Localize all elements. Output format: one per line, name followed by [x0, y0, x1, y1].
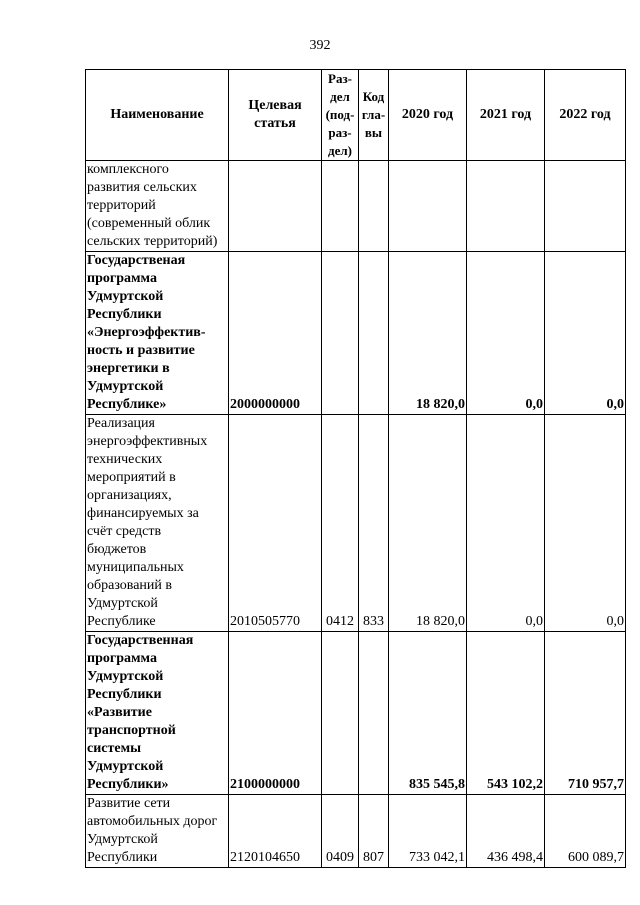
- row-chapter: [359, 252, 389, 415]
- header-chapter: Код гла- вы: [359, 70, 389, 161]
- header-section: Раз- дел (под- раз- дел): [322, 70, 359, 161]
- table-row: [86, 161, 626, 252]
- row-2020: 733 042,1: [389, 795, 467, 868]
- row-2022: 0,0: [545, 252, 626, 415]
- row-2022: 710 957,7: [545, 632, 626, 795]
- row-target: 2010505770: [229, 415, 322, 632]
- row-target: 2100000000: [229, 632, 322, 795]
- row-2020: 18 820,0: [389, 415, 467, 632]
- row-chapter: 833: [359, 415, 389, 632]
- header-2020: 2020 год: [389, 70, 467, 161]
- row-name: Развитие сети автомобильных дорог Удмуртской Республики: [86, 795, 229, 868]
- row-name: Государственная программа Удмуртской Республики «Развитие транспортной системы Удмуртской Республики»: [86, 632, 229, 795]
- row-section: 0412: [322, 415, 359, 632]
- row-name: комплексного развития сельских территорий (современный облик сельских территорий): [86, 161, 229, 252]
- table-row: [86, 252, 626, 415]
- row-2021: 0,0: [467, 415, 545, 632]
- row-2021: [467, 161, 545, 252]
- row-name: Государственая программа Удмуртской Республики «Энергоэффектив- ность и развитие энергетики в Удмуртской Республике»: [86, 252, 229, 415]
- row-2022: 600 089,7: [545, 795, 626, 868]
- row-section: [322, 161, 359, 252]
- row-chapter: [359, 161, 389, 252]
- header-2021: 2021 год: [467, 70, 545, 161]
- row-2021: 543 102,2: [467, 632, 545, 795]
- row-chapter: [359, 632, 389, 795]
- row-2020: 18 820,0: [389, 252, 467, 415]
- row-2020: [389, 161, 467, 252]
- row-name: Реализация энергоэффективных технических мероприятий в организациях, финансируемых за счёт средств бюджетов муниципальных образований в Удмуртской Республике: [86, 415, 229, 632]
- budget-table: [85, 69, 626, 868]
- row-section: [322, 252, 359, 415]
- row-section: [322, 632, 359, 795]
- row-chapter: 807: [359, 795, 389, 868]
- table-row: [86, 632, 626, 795]
- table-row: [86, 415, 626, 632]
- row-target: 2000000000: [229, 252, 322, 415]
- row-2021: 0,0: [467, 252, 545, 415]
- table-header-row: [86, 70, 626, 161]
- row-section: 0409: [322, 795, 359, 868]
- header-name: Наименование: [86, 70, 229, 161]
- row-target: [229, 161, 322, 252]
- page-number: 392: [309, 38, 331, 53]
- row-2021: 436 498,4: [467, 795, 545, 868]
- header-2022: 2022 год: [545, 70, 626, 161]
- table-row: [86, 795, 626, 868]
- row-2022: 0,0: [545, 415, 626, 632]
- row-target: 2120104650: [229, 795, 322, 868]
- row-2022: [545, 161, 626, 252]
- header-target: Целевая статья: [229, 70, 322, 161]
- row-2020: 835 545,8: [389, 632, 467, 795]
